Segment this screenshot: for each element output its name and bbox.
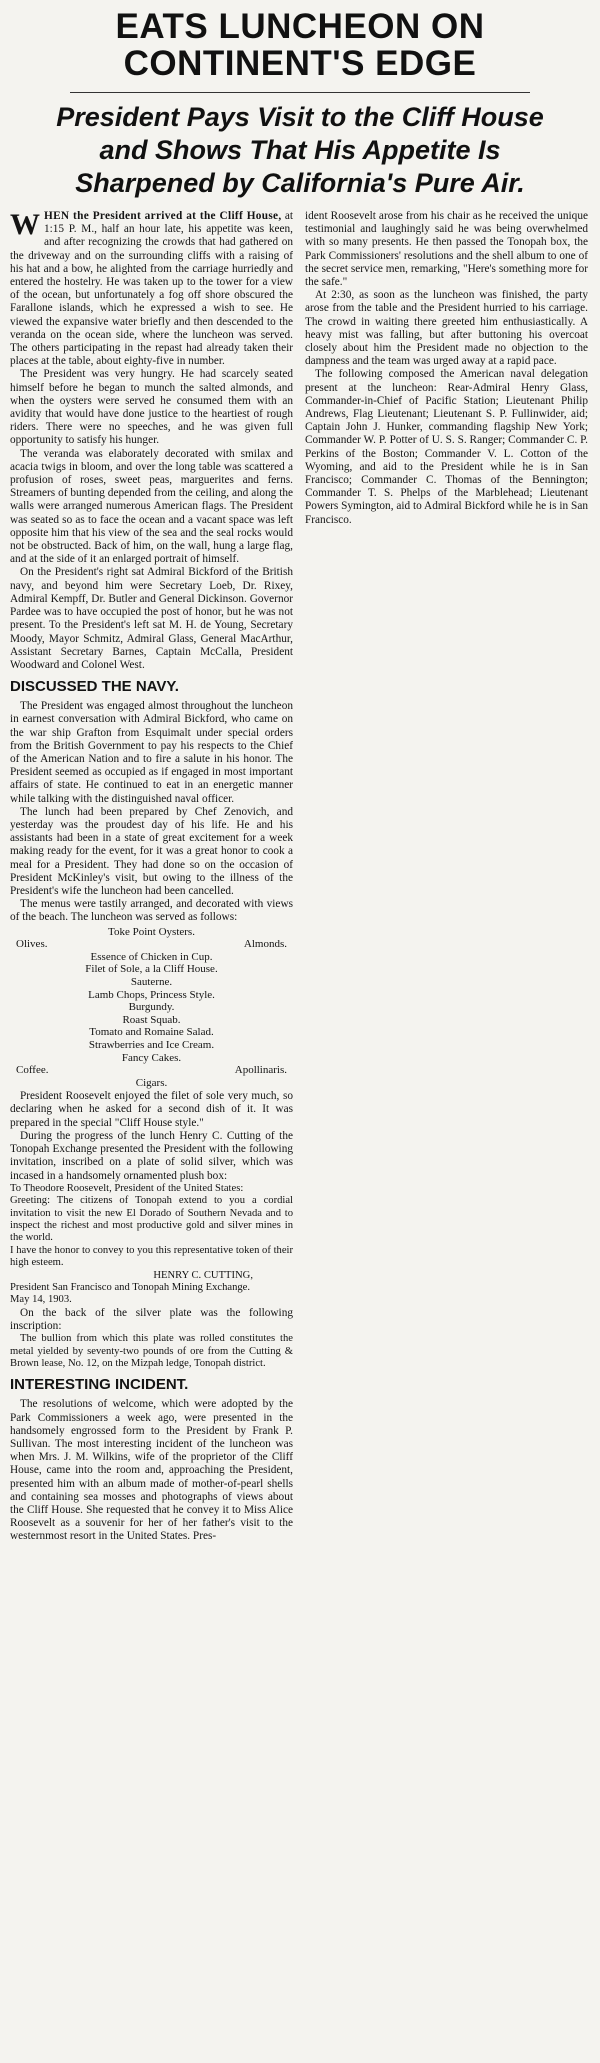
lead-in: HEN the President arrived at the Cliff House,	[44, 210, 282, 222]
paragraph: President Roosevelt enjoyed the filet of sole very much, so declaring when he asked for a second dish of it. It was prepared in the special "Cliff House style."	[10, 1090, 293, 1129]
paragraph: ident Roosevelt arose from his chair as he received the unique testimonial and laughingly said he was being overwhelmed with so many presents. He then passed the Tonopah box, the Park Commissioners' resolutions and the shell album to one of the secret service men, remarking, "Here's something more for the safe."	[305, 210, 588, 289]
menu-row	[10, 938, 293, 951]
paragraph: On the President's right sat Admiral Bickford of the British navy, and beyond him were Secretary Loeb, Dr. Rixey, Admiral Kempff, Dr. Butler and General Dickinson. Governor Pardee was to have occupied the post of honor, but he was not present. To the President's left sat M. H. de Young, Secretary Moody, Mayor Schmitz, Admiral Glass, General MacArthur, Assistant Secretary Barnes, Captain McCalla, President Woodward and Colonel West.	[10, 566, 293, 671]
paragraph: The resolutions of welcome, which were adopted by the Park Commissioners a week ago, were presented in the handsomely engrossed form to the President by Frank P. Sullivan. The most interesting incident of the luncheon was when Mrs. J. M. Wilkins, wife of the proprietor of the Cliff House, came into the room and, approaching the President, presented him with an album made of mother-of-pearl shells and containing sea mosses and photographs of views about the Cliff House. She requested that he convey it to Miss Alice Roosevelt as a souvenir for her of her father's visit to the westernmost resort in the United States. Pres-	[10, 1398, 293, 1543]
headline	[10, 8, 590, 82]
signature: HENRY C. CUTTING,	[153, 1269, 253, 1281]
menu-item: Sauterne.	[130, 975, 173, 988]
menu-item: Toke Point Oysters.	[108, 925, 195, 938]
menu-item: Essence of Chicken in Cup.	[90, 950, 213, 963]
headline-line-2: CONTINENT'S EDGE	[123, 44, 477, 83]
invitation-footer	[10, 1282, 293, 1307]
menu-item: Fancy Cakes.	[121, 1051, 182, 1064]
menu-item: Lamb Chops, Princess Style.	[88, 988, 215, 1001]
menu-item: Apollinaris.	[234, 1064, 287, 1077]
subheadline-line-2: and Shows That His Appetite Is	[99, 135, 501, 165]
headline-line-1: EATS LUNCHEON ON	[115, 7, 485, 46]
paragraph-text: at 1:15 P. M., half an hour late, his appetite was keen, and after recognizing the crowds that had gathered on the driveway and on the surrounding cliffs with a raising of his hat and a bow, he alighted from the carriage hurriedly and entered the hostelry. He was taken up to the tower for a view of the ocean, but unfortunately a fog off shore obscured the Farallone islands, which he expressed a wish to see. He viewed the expansive water briefly and then descended to the veranda on the ocean side, where the luncheon was served. The others participating in the repast had already taken their places at the table, about eighty-five in number.	[10, 210, 293, 368]
menu-item: Filet of Sole, a la Cliff House.	[85, 963, 218, 976]
letter-line: Greeting: The citizens of Tonopah extend to you a cordial invitation to visit the new El Dorado of Southern Nevada and to inspect the richest and most productive gold and silver mines in the world.	[10, 1195, 293, 1244]
menu-item: Coffee.	[16, 1064, 49, 1077]
column-left	[10, 210, 293, 1544]
paragraph: During the progress of the lunch Henry C. Cutting of the Tonopah Exchange presented the President with the following invitation, inscribed on a plate of solid silver, which was incased in a handsomely ornamented plush box:	[10, 1129, 293, 1182]
section-heading: INTERESTING INCIDENT.	[10, 1376, 189, 1394]
subheadline	[10, 101, 590, 200]
inscription: The bullion from which this plate was rolled constitutes the metal yielded by seventy-two pounds of ore from the Cutting & Brown lease, No. 12, on the Mizpah ledge, Tonopah district.	[10, 1333, 293, 1369]
menu-row	[10, 1064, 293, 1077]
letter-line: President San Francisco and Tonopah Mining Exchange.	[10, 1281, 251, 1293]
luncheon-menu	[10, 926, 293, 1090]
subheadline-line-1: President Pays Visit to the Cliff House	[56, 102, 544, 132]
paragraph: The President was very hungry. He had scarcely seated himself before he began to munch the salted almonds, and when the oysters were served he consumed them with an avidity that would have done justice to the heartiest of rough riders. There were no speeches, and he was given full opportunity to satisfy his hunger.	[10, 368, 293, 447]
section-heading: DISCUSSED THE NAVY.	[10, 678, 179, 696]
letter-line: I have the honor to convey to you this representative token of their high esteem.	[10, 1244, 293, 1269]
paragraph: The menus were tastily arranged, and decorated with views of the beach. The luncheon was served as follows:	[10, 898, 293, 924]
letter-date: May 14, 1903.	[10, 1294, 72, 1306]
paragraph: The lunch had been prepared by Chef Zenovich, and yesterday was the proudest day of his life. He and his assistants had been in a state of great excitement for a week making ready for the event, for it was a great honor to cook a meal for a President. They had done so on the occasion of President McKinley's visit, but owing to the illness of the President's wife the luncheon had been cancelled.	[10, 805, 293, 897]
menu-item: Cigars.	[135, 1076, 168, 1089]
menu-item: Olives.	[16, 938, 48, 951]
menu-item: Burgundy.	[128, 1001, 175, 1014]
menu-item: Almonds.	[243, 938, 287, 951]
column-right	[305, 210, 588, 527]
menu-item: Strawberries and Ice Cream.	[88, 1038, 215, 1051]
letter-line: To Theodore Roosevelt, President of the United States:	[10, 1182, 244, 1194]
drop-cap: W	[10, 208, 40, 241]
invitation-text	[10, 1183, 293, 1270]
menu-item: Roast Squab.	[122, 1013, 181, 1026]
paragraph: The following composed the American naval delegation present at the luncheon: Rear-Admiral Henry Glass, Commander-in-Chief of Pacific Station; Lieutenant Philip Andrews, Flag Lieutenant; Lieutenant S. P. Fullinwider, aid; Captain John J. Hunker, commanding flagship New York; Commander W. P. Potter of U. S. S. Ranger; Commander C. P. Perkins of the Boston; Commander V. L. Cotton of the Wyoming, and aid to the President while he is in San Francisco; Commander C. Thomas of the Bennington; Commander T. S. Phelps of the Marblehead; Lieutenant Powers Symington, aid to Admiral Bickford while he is in San Francisco.	[305, 368, 588, 526]
paragraph: On the back of the silver plate was the following inscription:	[10, 1306, 293, 1332]
article-body	[10, 210, 590, 1544]
paragraph: The President was engaged almost throughout the luncheon in earnest conversation with Admiral Bickford, who came on the war ship Grafton from Esquimalt under special orders from the British Government to pay his respects to the Chief of the American Nation and to fire a salute in his honor. The President seemed as occupied as if engaged in most important affairs of state. He continued to eat in an energetic manner while talking with the distinguished naval officer.	[10, 700, 293, 805]
subheadline-line-3: Sharpened by California's Pure Air.	[75, 168, 525, 198]
divider	[70, 92, 530, 93]
paragraph: At 2:30, as soon as the luncheon was finished, the party arose from the table and the President hurried to his carriage. The crowd in waiting there greeted him enthusiastically. A heavy mist was falling, but after buttoning his overcoat closely about him the President made no objection to the dampness and the team was urged away at a rapid pace.	[305, 289, 588, 368]
paragraph: The veranda was elaborately decorated with smilax and acacia twigs in bloom, and over the long table was scattered a profusion of roses, sweet peas, marguerites and ferns. Streamers of bunting depended from the ceiling, and along the walls were arranged numerous American flags. The President was seated so as to face the ocean and a vacant space was left opposite him that his view of the sea and the seal rocks would not be obstructed. Back of him, on the wall, hung a large flag, and at the side of it an enlarged portrait of himself.	[10, 447, 293, 566]
menu-item: Tomato and Romaine Salad.	[89, 1026, 214, 1039]
paragraph	[10, 210, 293, 368]
